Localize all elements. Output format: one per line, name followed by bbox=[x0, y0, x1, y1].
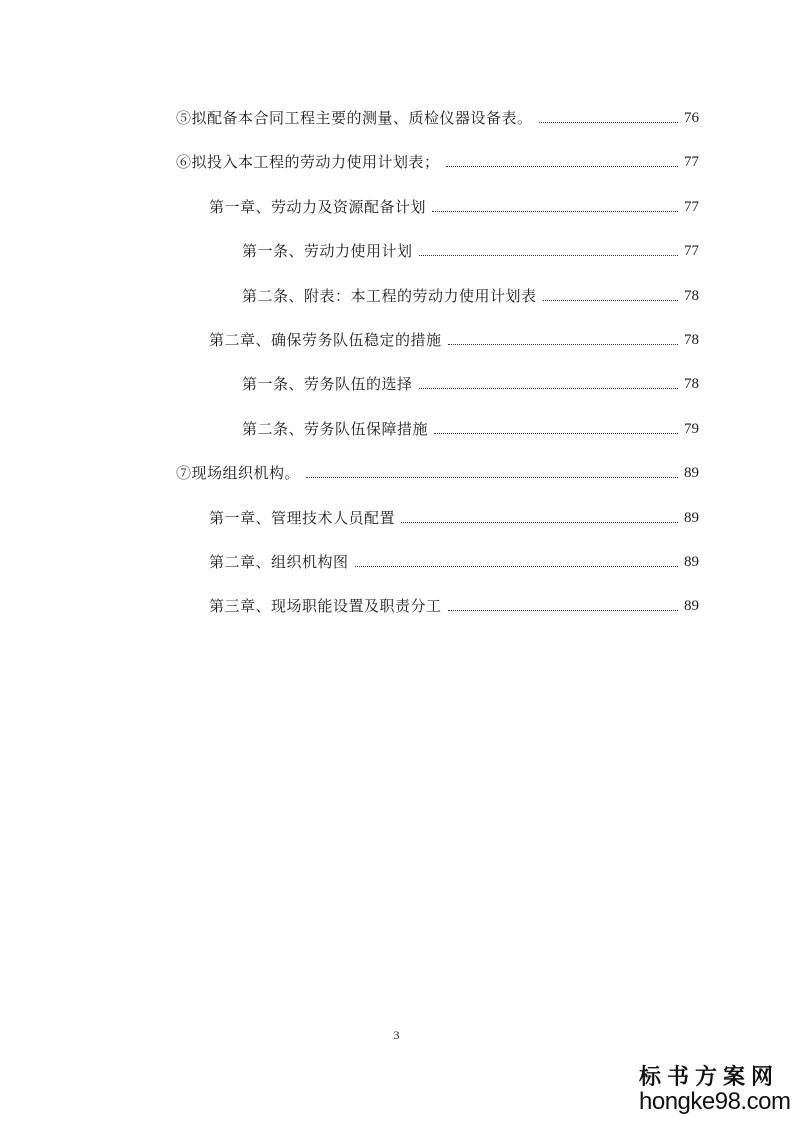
toc-entry-page: 78 bbox=[684, 376, 699, 392]
toc-entry-title: 第一章、管理技术人员配置 bbox=[209, 509, 396, 527]
toc-leader-dots bbox=[306, 477, 678, 478]
toc-leader-dots bbox=[432, 211, 678, 212]
site-watermark bbox=[639, 1063, 791, 1115]
watermark-url: hongke98.com bbox=[639, 1087, 791, 1115]
toc-entry[interactable] bbox=[242, 237, 699, 261]
toc-entry[interactable] bbox=[209, 592, 699, 616]
toc-entry-page: 76 bbox=[684, 110, 699, 126]
toc-entry-page: 79 bbox=[684, 421, 699, 437]
toc-entry[interactable] bbox=[176, 459, 699, 483]
toc-entry[interactable] bbox=[176, 104, 699, 128]
toc-entry-page: 78 bbox=[684, 288, 699, 304]
page-number: 3 bbox=[393, 1028, 400, 1042]
toc-entry-title: 第三章、现场职能设置及职责分工 bbox=[209, 597, 442, 615]
toc-entry-title: 第二条、附表：本工程的劳动力使用计划表 bbox=[242, 287, 537, 305]
toc-entry-title: 第二章、组织机构图 bbox=[209, 553, 349, 571]
toc-entry-page: 89 bbox=[684, 598, 699, 614]
toc-entry[interactable] bbox=[209, 193, 699, 217]
toc-leader-dots bbox=[355, 566, 678, 567]
toc-entry-title: 第二条、劳务队伍保障措施 bbox=[242, 420, 429, 438]
toc-leader-dots bbox=[539, 122, 678, 123]
toc-leader-dots bbox=[448, 610, 678, 611]
toc-entry-page: 78 bbox=[684, 332, 699, 348]
toc-entry-title: ⑦现场组织机构。 bbox=[176, 464, 301, 482]
toc-leader-dots bbox=[448, 344, 678, 345]
toc-entry-title: 第二章、确保劳务队伍稳定的措施 bbox=[209, 331, 442, 349]
toc-entry[interactable] bbox=[242, 415, 699, 439]
toc-entry[interactable] bbox=[242, 282, 699, 306]
toc-entry-page: 77 bbox=[684, 154, 699, 170]
toc-leader-dots bbox=[419, 388, 678, 389]
toc-entry[interactable] bbox=[209, 504, 699, 528]
toc-entry-page: 77 bbox=[684, 243, 699, 259]
toc-entry-title: ⑥拟投入本工程的劳动力使用计划表； bbox=[176, 153, 440, 171]
toc-entry-page: 89 bbox=[684, 510, 699, 526]
toc-entry-page: 77 bbox=[684, 199, 699, 215]
toc-entry[interactable] bbox=[176, 148, 699, 172]
toc-leader-dots bbox=[543, 300, 678, 301]
toc-leader-dots bbox=[419, 255, 678, 256]
toc-entry-title: ⑤拟配备本合同工程主要的测量、质检仪器设备表。 bbox=[176, 109, 533, 127]
toc-entry-title: 第一章、劳动力及资源配备计划 bbox=[209, 198, 427, 216]
toc-entry-title: 第一条、劳动力使用计划 bbox=[242, 242, 413, 260]
toc-leader-dots bbox=[434, 433, 678, 434]
toc-entry[interactable] bbox=[209, 548, 699, 572]
toc-leader-dots bbox=[446, 166, 678, 167]
watermark-chinese-text: 标书方案网 bbox=[639, 1063, 780, 1090]
toc-leader-dots bbox=[401, 522, 678, 523]
toc-entry[interactable] bbox=[242, 370, 699, 394]
toc-entry[interactable] bbox=[209, 326, 699, 350]
toc-entry-page: 89 bbox=[684, 465, 699, 481]
toc-entry-title: 第一条、劳务队伍的选择 bbox=[242, 375, 413, 393]
toc-entry-page: 89 bbox=[684, 554, 699, 570]
